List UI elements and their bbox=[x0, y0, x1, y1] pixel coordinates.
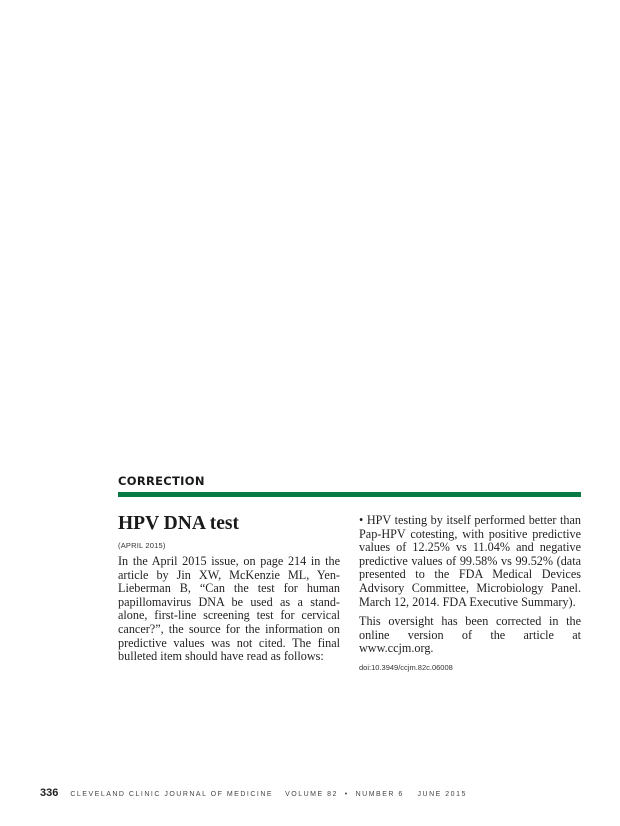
article-right-column bbox=[359, 514, 581, 672]
article-left-column bbox=[118, 512, 340, 664]
journal-name: CLEVELAND CLINIC JOURNAL OF MEDICINE bbox=[70, 791, 274, 798]
issue-info: VOLUME 82 • NUMBER 6 JUNE 2015 bbox=[285, 791, 467, 798]
article-date: (APRIL 2015) bbox=[118, 541, 166, 550]
article-title: HPV DNA test bbox=[118, 513, 239, 534]
page-number: 336 bbox=[40, 787, 59, 799]
section-label: CORRECTION bbox=[118, 474, 205, 488]
online-correction-note: This oversight has been corrected in the online version of the article at www.ccjm.org. bbox=[359, 614, 581, 656]
correction-paragraph: In the April 2015 issue, on page 214 in the article by Jin XW, McKenzie ML, Yen-Lieberman B, “Can the test for human papillomavirus DNA be used as a stand-alone, first-line screening test for cervical cancer?”, the source for the information on predictive values was not cited. The final bulleted item should have read as follows: bbox=[118, 554, 340, 664]
doi-text: doi:10.3949/ccjm.82c.06008 bbox=[359, 662, 453, 672]
page-footer bbox=[40, 787, 467, 801]
corrected-bullet-paragraph: • HPV testing by itself performed better than Pap-HPV cotesting, with positive predictive values of 12.25% vs 11.04% and negative predictive values of 99.58% vs 99.52% (data presented to the FDA Medical Devices Advisory Committee, Microbiology Panel. March 12, 2014. FDA Executive Summary). bbox=[359, 513, 581, 609]
section-rule bbox=[118, 492, 581, 497]
